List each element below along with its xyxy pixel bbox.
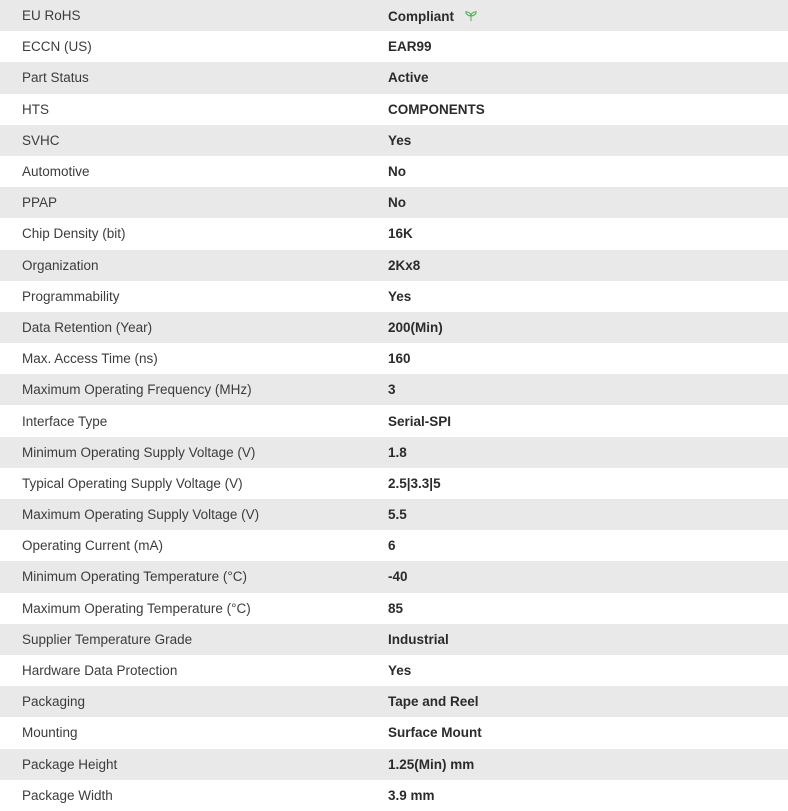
spec-label: Supplier Temperature Grade <box>22 631 193 647</box>
spec-label: Hardware Data Protection <box>22 663 178 679</box>
spec-label: Interface Type <box>22 413 108 429</box>
spec-label: Package Width <box>22 787 113 803</box>
spec-label: Packaging <box>22 694 86 710</box>
spec-label: SVHC <box>22 132 60 148</box>
table-row <box>0 499 788 530</box>
table-row <box>0 593 788 624</box>
spec-value: 16K <box>388 226 413 242</box>
spec-label: PPAP <box>22 195 58 211</box>
table-row <box>0 405 788 436</box>
spec-label: HTS <box>22 101 49 117</box>
table-row <box>0 655 788 686</box>
table-row <box>0 437 788 468</box>
spec-value: Yes <box>388 132 412 148</box>
spec-label: Package Height <box>22 756 118 772</box>
spec-value: COMPONENTS <box>388 101 485 117</box>
table-row <box>0 62 788 93</box>
spec-label: Maximum Operating Temperature (°C) <box>22 600 251 616</box>
spec-label: Minimum Operating Supply Voltage (V) <box>22 444 256 460</box>
spec-value: Active <box>388 70 429 86</box>
spec-value: 160 <box>388 351 411 367</box>
table-row <box>0 468 788 499</box>
table-row <box>0 94 788 125</box>
spec-value: No <box>388 195 406 211</box>
spec-label: Automotive <box>22 164 90 180</box>
spec-value: 2.5|3.3|5 <box>388 475 441 491</box>
table-row <box>0 717 788 748</box>
spec-label: Mounting <box>22 725 78 741</box>
table-row <box>0 780 788 811</box>
table-row <box>0 749 788 780</box>
spec-label: Organization <box>22 257 99 273</box>
leaf-icon <box>464 10 478 22</box>
spec-value-text: Compliant <box>388 8 454 24</box>
spec-label: ECCN (US) <box>22 39 92 55</box>
spec-label: Data Retention (Year) <box>22 319 153 335</box>
spec-label: Operating Current (mA) <box>22 538 164 554</box>
spec-label: EU RoHS <box>22 8 81 24</box>
table-row <box>0 250 788 281</box>
spec-label: Minimum Operating Temperature (°C) <box>22 569 247 585</box>
table-row <box>0 686 788 717</box>
spec-label: Maximum Operating Supply Voltage (V) <box>22 507 260 523</box>
spec-value: 6 <box>388 538 396 554</box>
table-row <box>0 187 788 218</box>
spec-value: Yes <box>388 663 412 679</box>
table-row <box>0 624 788 655</box>
spec-value: 3 <box>388 382 396 398</box>
spec-value: No <box>388 164 406 180</box>
spec-value: 85 <box>388 600 404 616</box>
spec-value: Surface Mount <box>388 725 482 741</box>
spec-value: 200(Min) <box>388 319 443 335</box>
spec-value: Tape and Reel <box>388 694 479 710</box>
table-row <box>0 125 788 156</box>
table-row <box>0 218 788 249</box>
table-row <box>0 343 788 374</box>
table-row <box>0 312 788 343</box>
spec-label: Typical Operating Supply Voltage (V) <box>22 475 243 491</box>
spec-label: Programmability <box>22 288 120 304</box>
table-row <box>0 561 788 592</box>
table-row <box>0 156 788 187</box>
spec-value: 5.5 <box>388 507 407 523</box>
spec-label: Max. Access Time (ns) <box>22 351 158 367</box>
table-row <box>0 530 788 561</box>
spec-label: Part Status <box>22 70 89 86</box>
spec-value: EAR99 <box>388 39 432 55</box>
spec-value: 1.8 <box>388 444 407 460</box>
table-row <box>0 31 788 62</box>
table-row <box>0 374 788 405</box>
spec-value <box>388 0 788 31</box>
spec-value: Yes <box>388 288 412 304</box>
spec-value: Serial-SPI <box>388 413 452 429</box>
spec-label: Maximum Operating Frequency (MHz) <box>22 382 252 398</box>
spec-value: -40 <box>388 569 408 585</box>
spec-value: Industrial <box>388 631 449 647</box>
spec-value: 3.9 mm <box>388 787 435 803</box>
spec-value: 1.25(Min) mm <box>388 756 475 772</box>
spec-label: Chip Density (bit) <box>22 226 126 242</box>
table-row <box>0 0 788 31</box>
table-row <box>0 281 788 312</box>
spec-value: 2Kx8 <box>388 257 421 273</box>
